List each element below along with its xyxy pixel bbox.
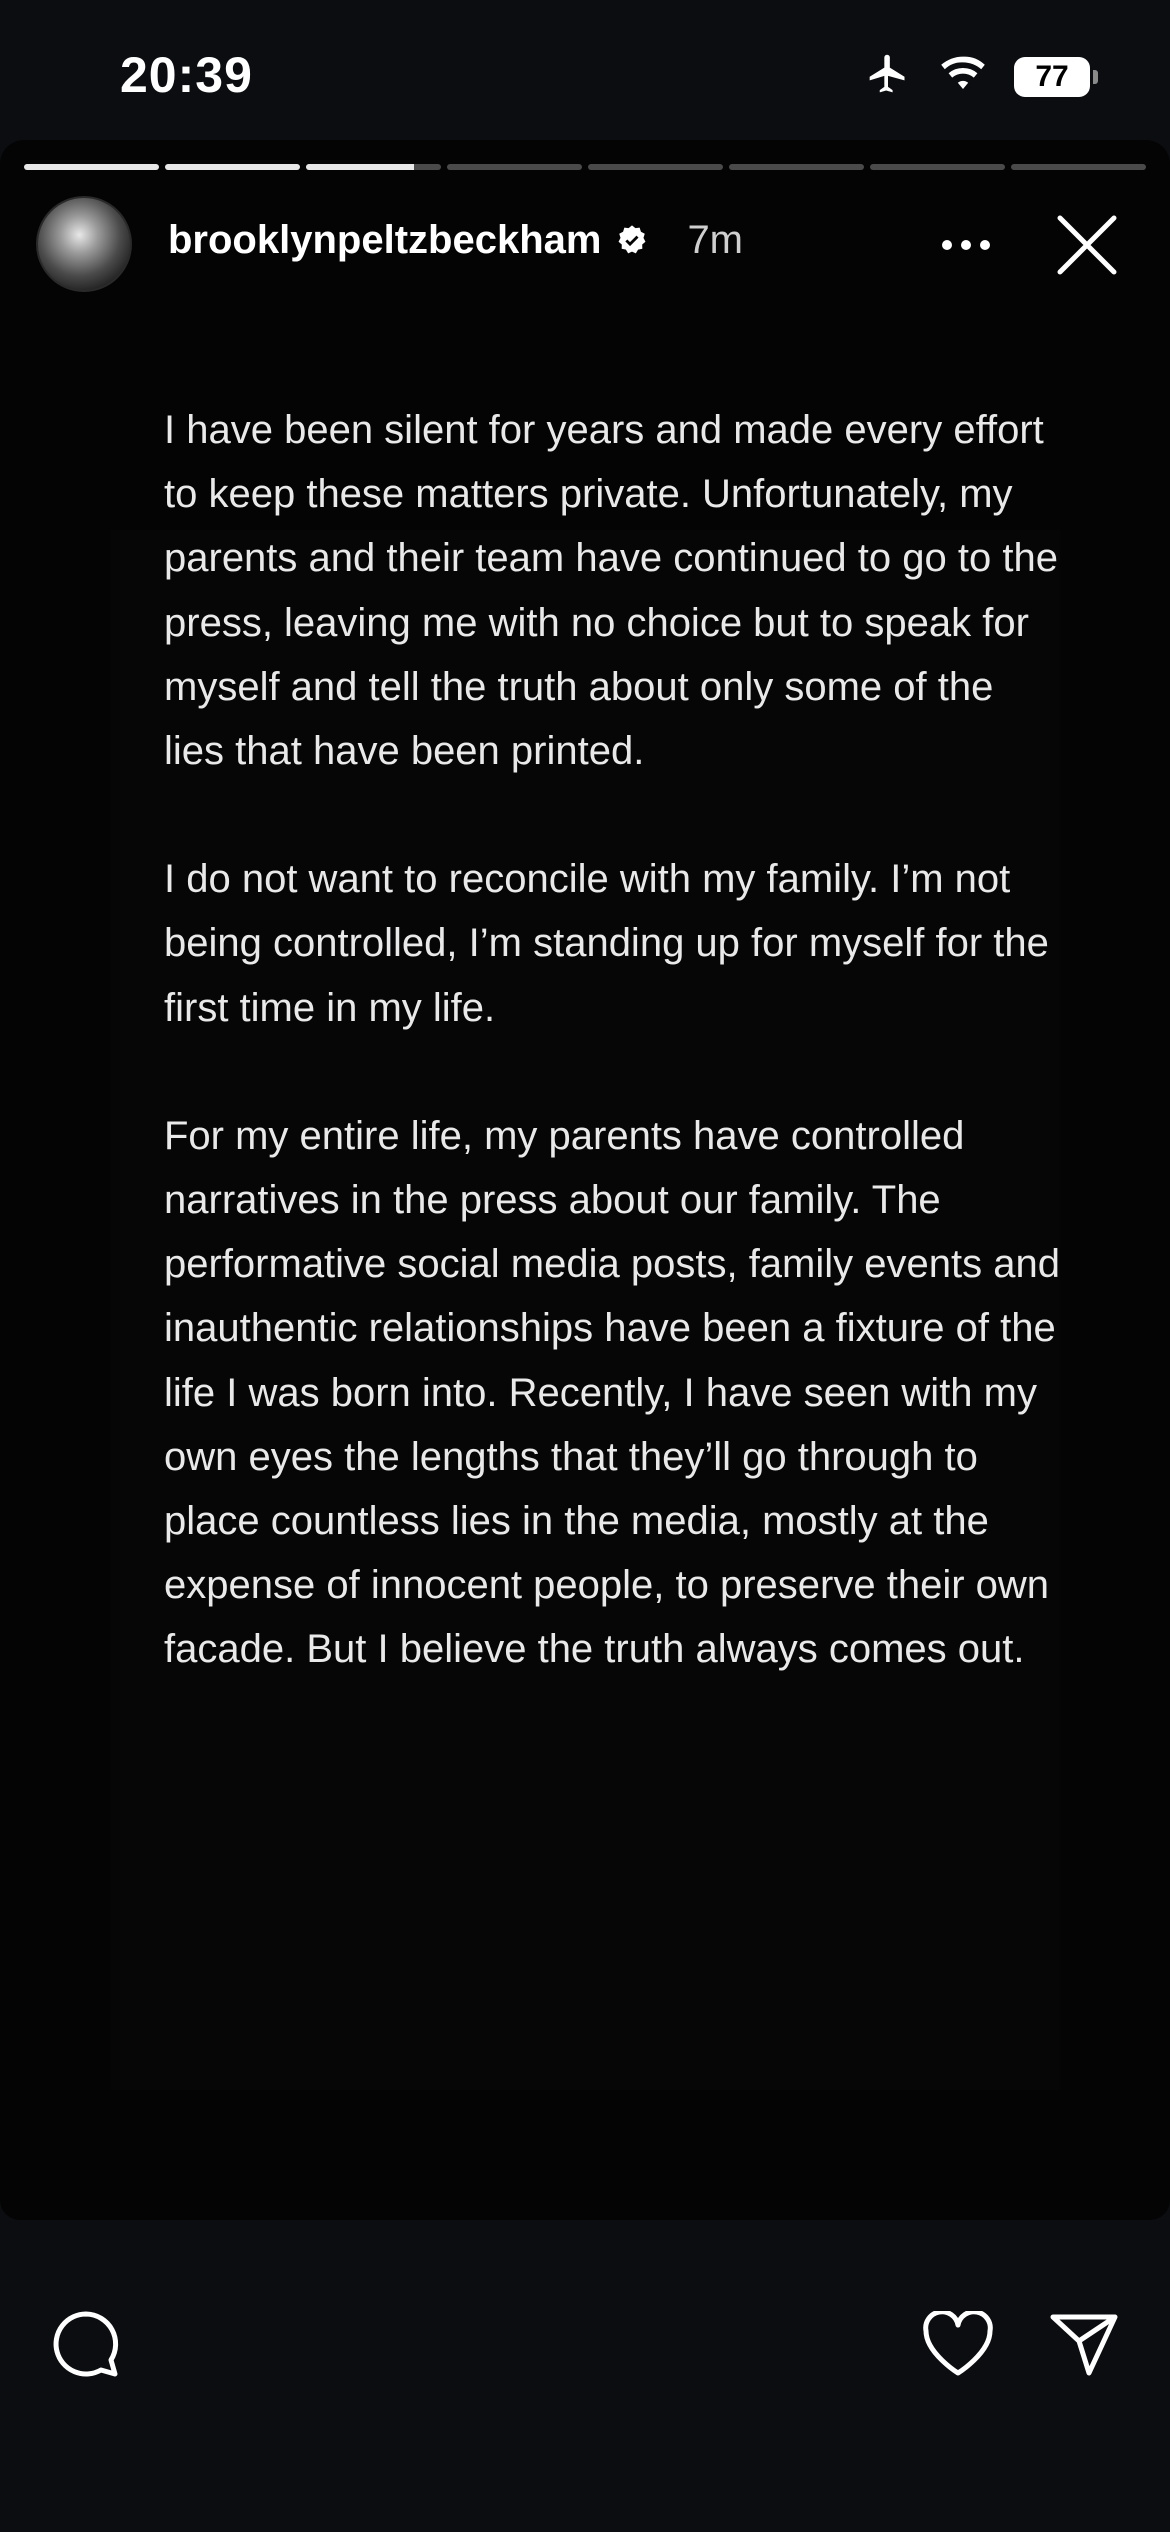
story-progress-segment: [165, 164, 300, 170]
story-progress-segment: [24, 164, 159, 170]
story-paragraph: I do not want to reconcile with my family. I’m not being controlled, I’m standing up for myself for the first time in my life.: [164, 857, 1049, 1030]
close-icon: [1056, 214, 1118, 276]
story-progress-segment: [447, 164, 582, 170]
close-button[interactable]: [1052, 210, 1122, 280]
battery-cap: [1093, 70, 1098, 84]
battery-icon: [1014, 57, 1090, 97]
story-text: [164, 398, 1064, 1682]
story-header: [36, 196, 1146, 296]
status-bar: [0, 0, 1170, 140]
story-progress-fill: [165, 164, 300, 170]
send-button[interactable]: [1044, 2304, 1124, 2384]
airplane-icon: [864, 52, 912, 101]
username[interactable]: brooklynpeltzbeckham: [168, 218, 602, 262]
more-options-button[interactable]: [936, 220, 996, 270]
story-progress-fill: [306, 164, 414, 170]
story-time-ago: 7m: [687, 218, 744, 262]
story-progress-segment: [729, 164, 864, 170]
story-progress-segment: [588, 164, 723, 170]
story-paragraph: I have been silent for years and made every effort to keep these matters private. Unfortunately, my parents and their team have continued to go to the press, leaving me with no choice but to speak for myself and tell the truth about only some of the lies that have been printed.: [164, 408, 1058, 774]
send-icon: [1049, 2311, 1119, 2377]
story-progress-bar: [24, 164, 1146, 170]
verified-badge-icon: [615, 224, 649, 258]
like-button[interactable]: [918, 2304, 998, 2384]
status-icons: [864, 52, 1090, 101]
status-time: 20:39: [120, 47, 253, 103]
story-progress-fill: [24, 164, 159, 170]
wifi-icon: [938, 54, 988, 99]
battery-level: 77: [1035, 59, 1069, 93]
story-action-bar: [0, 2220, 1170, 2532]
story-progress-segment: [306, 164, 441, 170]
story-progress-segment: [870, 164, 1005, 170]
story-author: [168, 218, 743, 263]
story-paragraph: For my entire life, my parents have controlled narratives in the press about our family. The performative social media posts, family events and inauthentic relationships have been a fixture of the life I was born into. Recently, I have seen with my own eyes the lengths that they’ll go through to place countless lies in the media, mostly at the expense of innocent people, to preserve their own facade. But I believe the truth always comes out.: [164, 1113, 1060, 1672]
heart-icon: [922, 2311, 994, 2377]
more-horizontal-icon: [940, 238, 992, 252]
reply-button[interactable]: [46, 2304, 126, 2384]
avatar[interactable]: [36, 196, 132, 292]
story-progress-segment: [1011, 164, 1146, 170]
reply-icon: [50, 2308, 122, 2380]
